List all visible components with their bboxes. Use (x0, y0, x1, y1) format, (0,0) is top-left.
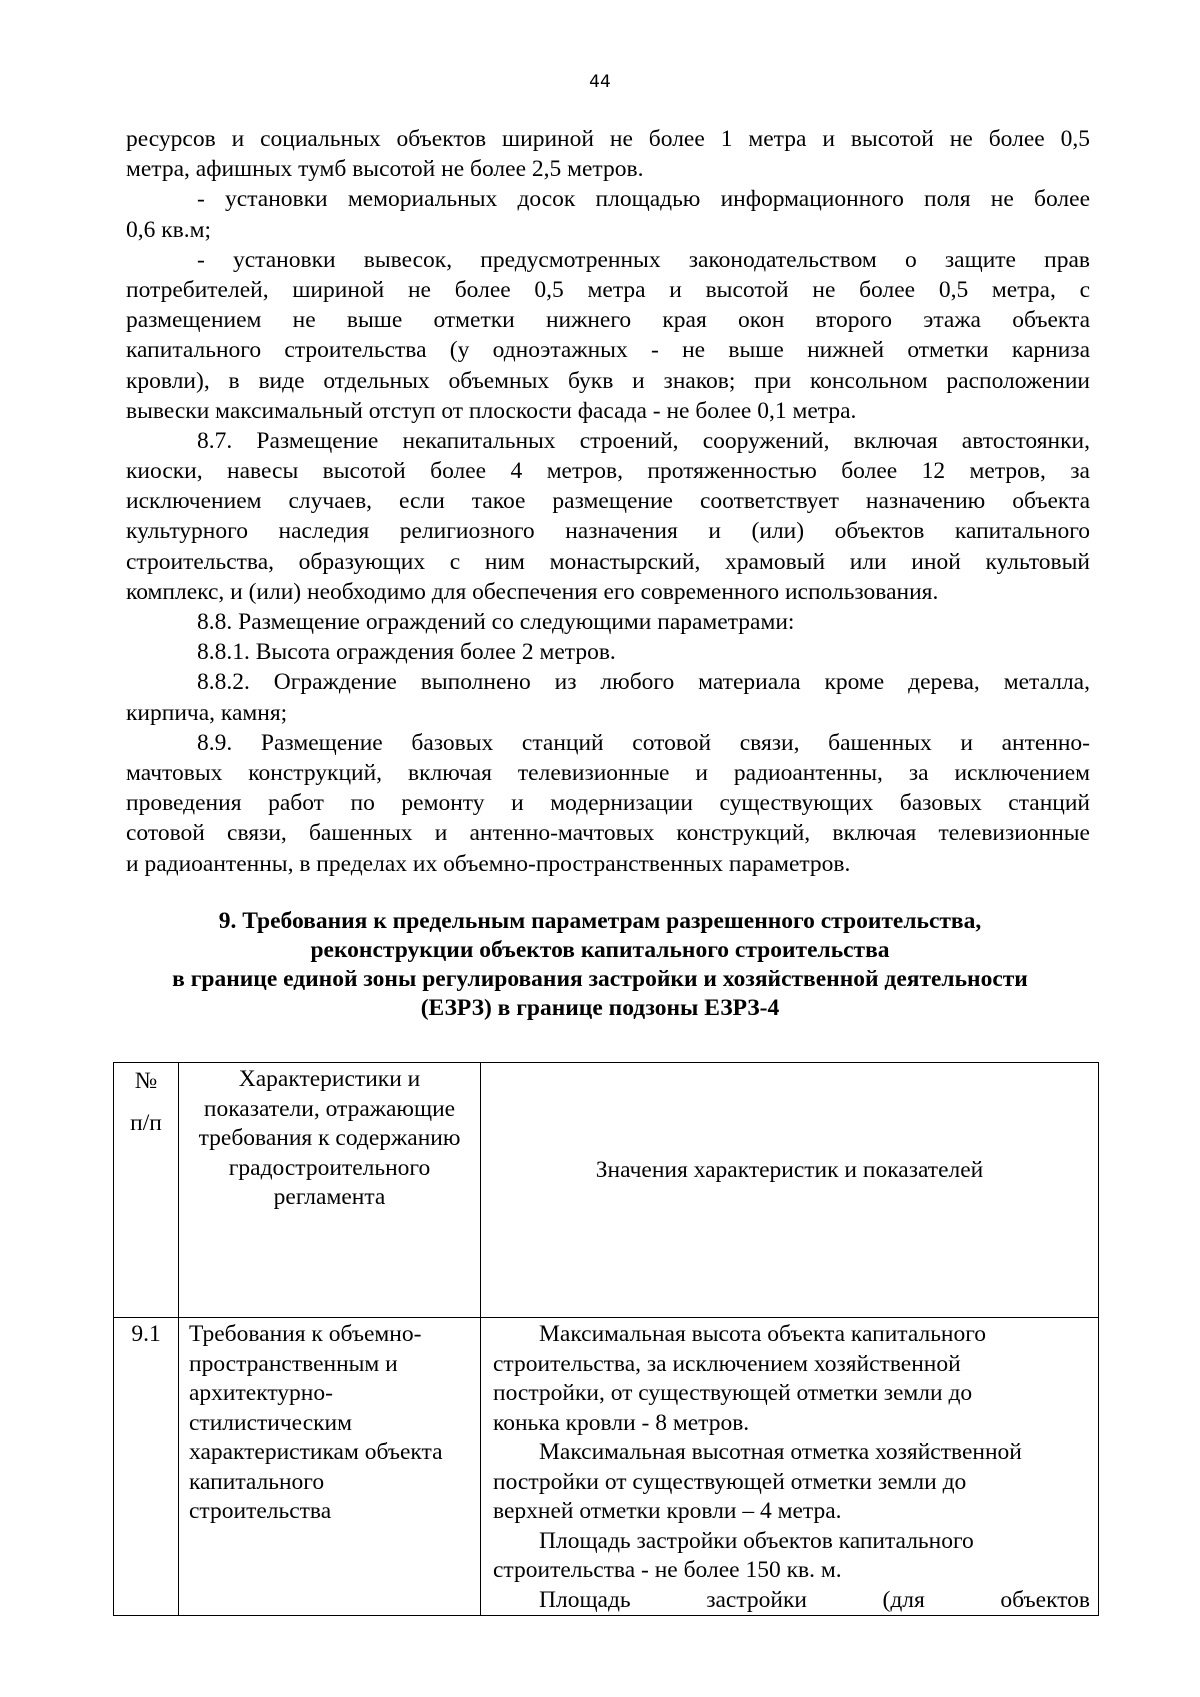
text-line: вывески максимальный отступ от плоскости фасада - не более 0,1 метра. (126, 397, 857, 424)
row-number-cell: 9.1 (114, 1318, 179, 1616)
header-number-symbol: № (134, 1068, 158, 1094)
header-number-cell (114, 1063, 179, 1318)
text-line: - установки мемориальных досок площадью информационного поля не более (197, 186, 1090, 213)
page-number: 44 (589, 72, 611, 92)
text-line: метра, афишных тумб высотой не более 2,5 метров. (126, 156, 644, 183)
header-number-label: п/п (130, 1109, 162, 1136)
heading-line: (ЕЗРЗ) в границе подзоны ЕЗРЗ-4 (420, 995, 780, 1021)
text-line: 8.8.2. Ограждение выполнено из любого материала кроме дерева, металла, (197, 669, 1090, 696)
value-line: постройки, от существующей отметки земли до (493, 1380, 973, 1406)
text-line: культурного наследия религиозного назначения и (или) объектов капитального (126, 518, 1090, 545)
value-line: Площадь застройки объектов капитального (539, 1527, 974, 1554)
text-line: комплекс, и (или) необходимо для обеспечения его современного использования. (126, 578, 939, 605)
table-row (114, 1318, 1099, 1616)
text-line: кирпича, камня; (126, 699, 288, 726)
section-heading (0, 907, 1200, 1023)
body-text (126, 124, 1090, 879)
header-values-cell: Значения характеристик и показателей (481, 1063, 1099, 1318)
value-line: строительства - не более 150 кв. м. (493, 1557, 842, 1583)
value-line: Максимальная высота объекта капитального (539, 1321, 987, 1347)
value-line: постройки от существующей отметки земли до (493, 1468, 967, 1495)
heading-line: 9. Требования к предельным параметрам разрешенного строительства, (218, 908, 982, 934)
text-line: 8.8.1. Высота ограждения более 2 метров. (197, 639, 616, 666)
text-line: - установки вывесок, предусмотренных законодательством о защите прав (197, 246, 1090, 273)
text-line: мачтовых конструкций, включая телевизионные и радиоантенны, за исключением (126, 759, 1090, 786)
text-line: и радиоантенны, в пределах их объемно-пространственных параметров. (126, 850, 851, 877)
text-line: 0,6 кв.м; (126, 216, 212, 243)
text-line: 8.8. Размещение ограждений со следующими параметрами: (197, 609, 795, 635)
header-characteristics-cell: Характеристики и показатели, отражающие требования к содержанию градостроительного регламента (179, 1063, 481, 1318)
table-header-row (114, 1063, 1099, 1318)
text-line: проведения работ по ремонту и модернизации существующих базовых станций (126, 790, 1090, 817)
text-line: сотовой связи, башенных и антенно-мачтовых конструкций, включая телевизионные (126, 820, 1090, 847)
value-line: Площадь застройки (для объектов (539, 1586, 1090, 1613)
text-line: исключением случаев, если такое размещение соответствует назначению объекта (126, 488, 1090, 515)
text-line: 8.9. Размещение базовых станций сотовой связи, башенных и антенно- (197, 729, 1090, 756)
value-line: верхней отметки кровли – 4 метра. (493, 1498, 842, 1524)
text-line: капитального строительства (у одноэтажных - не выше нижней отметки карниза (126, 337, 1090, 364)
text-line: ресурсов и социальных объектов шириной не более 1 метра и высотой не более 0,5 (126, 126, 1090, 152)
text-line: потребителей, шириной не более 0,5 метра и высотой не более 0,5 метра, с (126, 276, 1090, 303)
value-line: строительства, за исключением хозяйственной (493, 1350, 961, 1377)
text-line: 8.7. Размещение некапитальных строений, сооружений, включая автостоянки, (197, 427, 1090, 454)
heading-line: реконструкции объектов капитального строительства (310, 937, 890, 963)
value-line: конька кровли - 8 метров. (493, 1409, 750, 1436)
text-line: размещением не выше отметки нижнего края окон второго этажа объекта (126, 307, 1090, 334)
text-line: киоски, навесы высотой более 4 метров, протяженностью более 12 метров, за (126, 458, 1090, 485)
text-line: строительства, образующих с ним монастырский, храмовый или иной культовый (126, 548, 1090, 575)
row-characteristics-cell: Требования к объемно-пространственным и архитектурно-стилистическим характеристикам объекта капитального строительства (179, 1318, 481, 1616)
requirements-table (113, 1062, 1099, 1616)
value-line: Максимальная высотная отметка хозяйственной (539, 1439, 1022, 1465)
heading-line: в границе единой зоны регулирования застройки и хозяйственной деятельности (172, 966, 1028, 992)
text-line: кровли), в виде отдельных объемных букв и знаков; при консольном расположении (126, 367, 1090, 394)
row-values-cell (481, 1318, 1099, 1616)
